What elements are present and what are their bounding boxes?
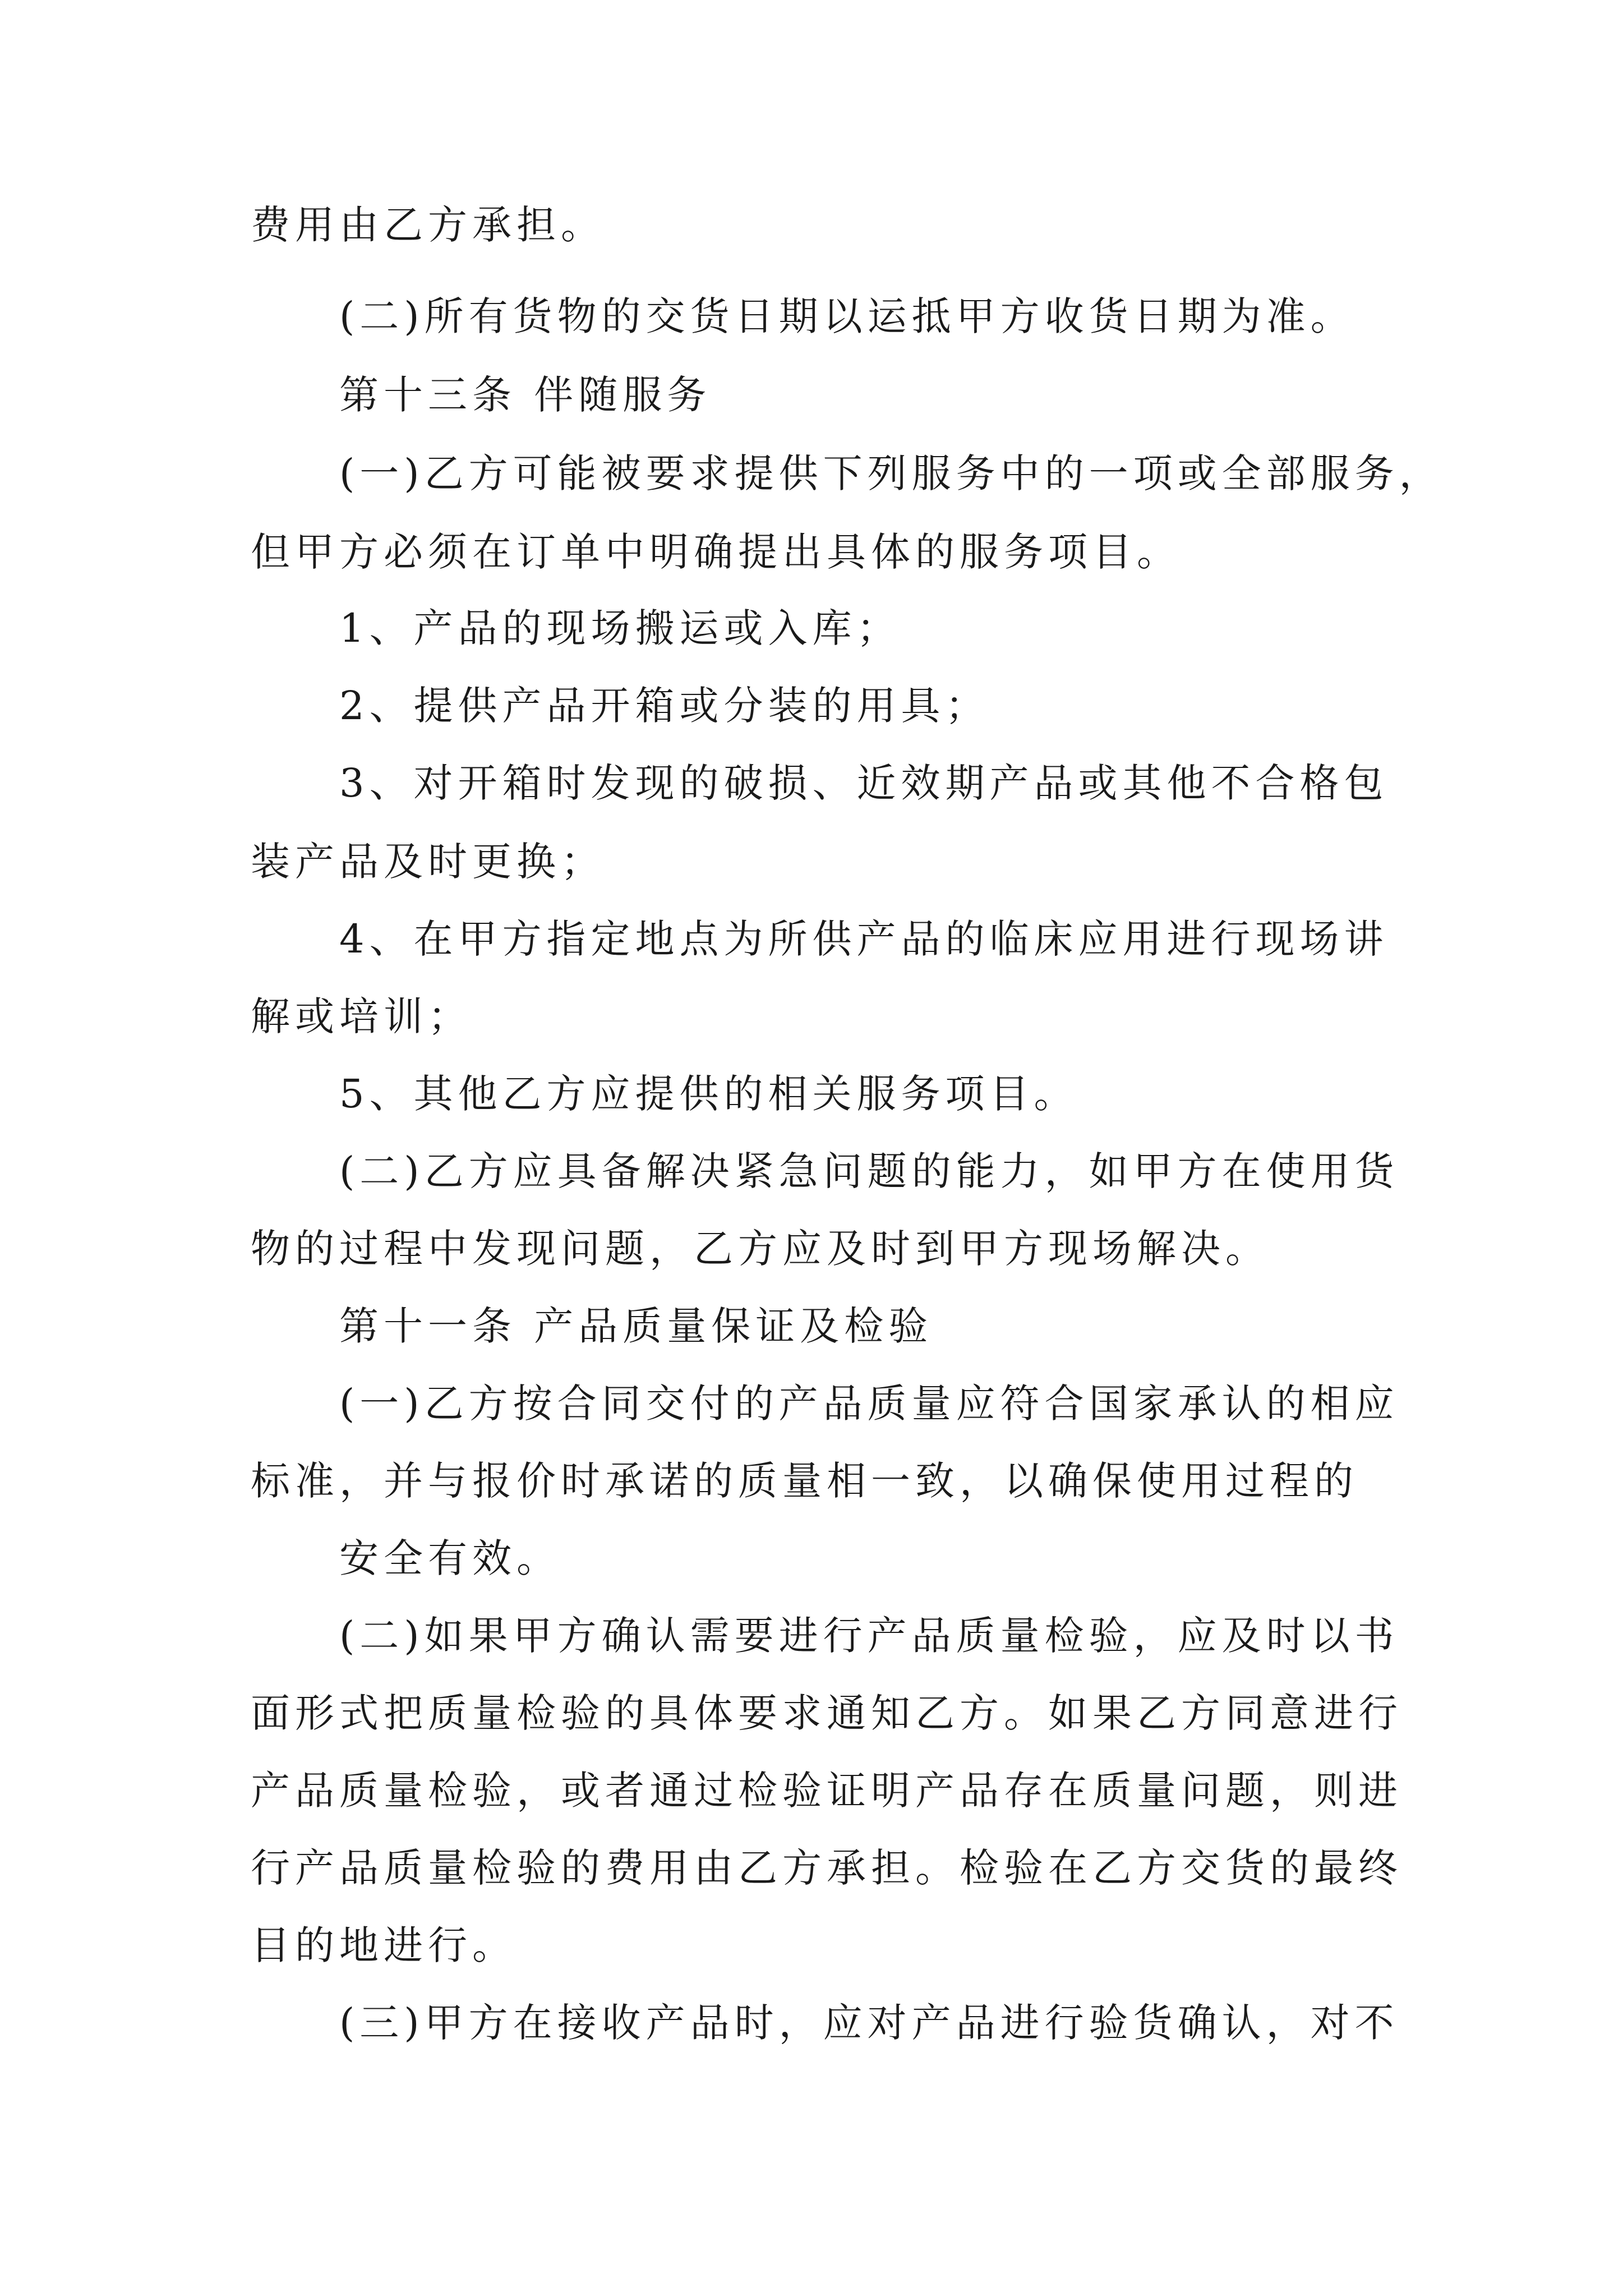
- text-line: 1、产品的现场搬运或入库；: [339, 605, 901, 651]
- text-line: 标准，并与报价时承诺的质量相一致，以确保使用过程的: [251, 1458, 1358, 1504]
- text-line: 装产品及时更换；: [251, 839, 605, 885]
- text-line: (二)乙方应具备解决紧急问题的能力，如甲方在使用货: [339, 1148, 1399, 1194]
- text-line: (二)如果甲方确认需要进行产品质量检验，应及时以书: [339, 1613, 1399, 1659]
- text-line: 行产品质量检验的费用由乙方承担。检验在乙方交货的最终: [251, 1845, 1403, 1891]
- text-line: 4、在甲方指定地点为所供产品的临床应用进行现场讲: [339, 916, 1389, 962]
- text-line: 物的过程中发现问题，乙方应及时到甲方现场解决。: [251, 1226, 1270, 1272]
- section-heading: 第十三条 伴随服务: [339, 372, 712, 418]
- text-line: 费用由乙方承担。: [251, 202, 605, 248]
- text-line: (一)乙方可能被要求提供下列服务中的一项或全部服务，: [339, 450, 1444, 496]
- text-line: (一)乙方按合同交付的产品质量应符合国家承认的相应: [339, 1381, 1399, 1427]
- text-line: 2、提供产品开箱或分装的用具；: [339, 683, 990, 729]
- text-line: 安全有效。: [339, 1535, 561, 1581]
- text-line: (三)甲方在接收产品时，应对产品进行验货确认，对不: [339, 2000, 1399, 2046]
- text-line: 解或培训；: [251, 993, 472, 1039]
- text-line: (二)所有货物的交货日期以运抵甲方收货日期为准。: [339, 293, 1355, 339]
- section-heading: 第十一条 产品质量保证及检验: [339, 1303, 933, 1349]
- text-line: 目的地进行。: [251, 1922, 517, 1968]
- text-line: 面形式把质量检验的具体要求通知乙方。如果乙方同意进行: [251, 1690, 1403, 1736]
- text-line: 5、其他乙方应提供的相关服务项目。: [339, 1071, 1078, 1117]
- text-line: 产品质量检验，或者通过检验证明产品存在质量问题，则进: [251, 1768, 1403, 1814]
- text-line: 但甲方必须在订单中明确提出具体的服务项目。: [251, 529, 1181, 575]
- text-line: 3、对开箱时发现的破损、近效期产品或其他不合格包: [339, 760, 1389, 806]
